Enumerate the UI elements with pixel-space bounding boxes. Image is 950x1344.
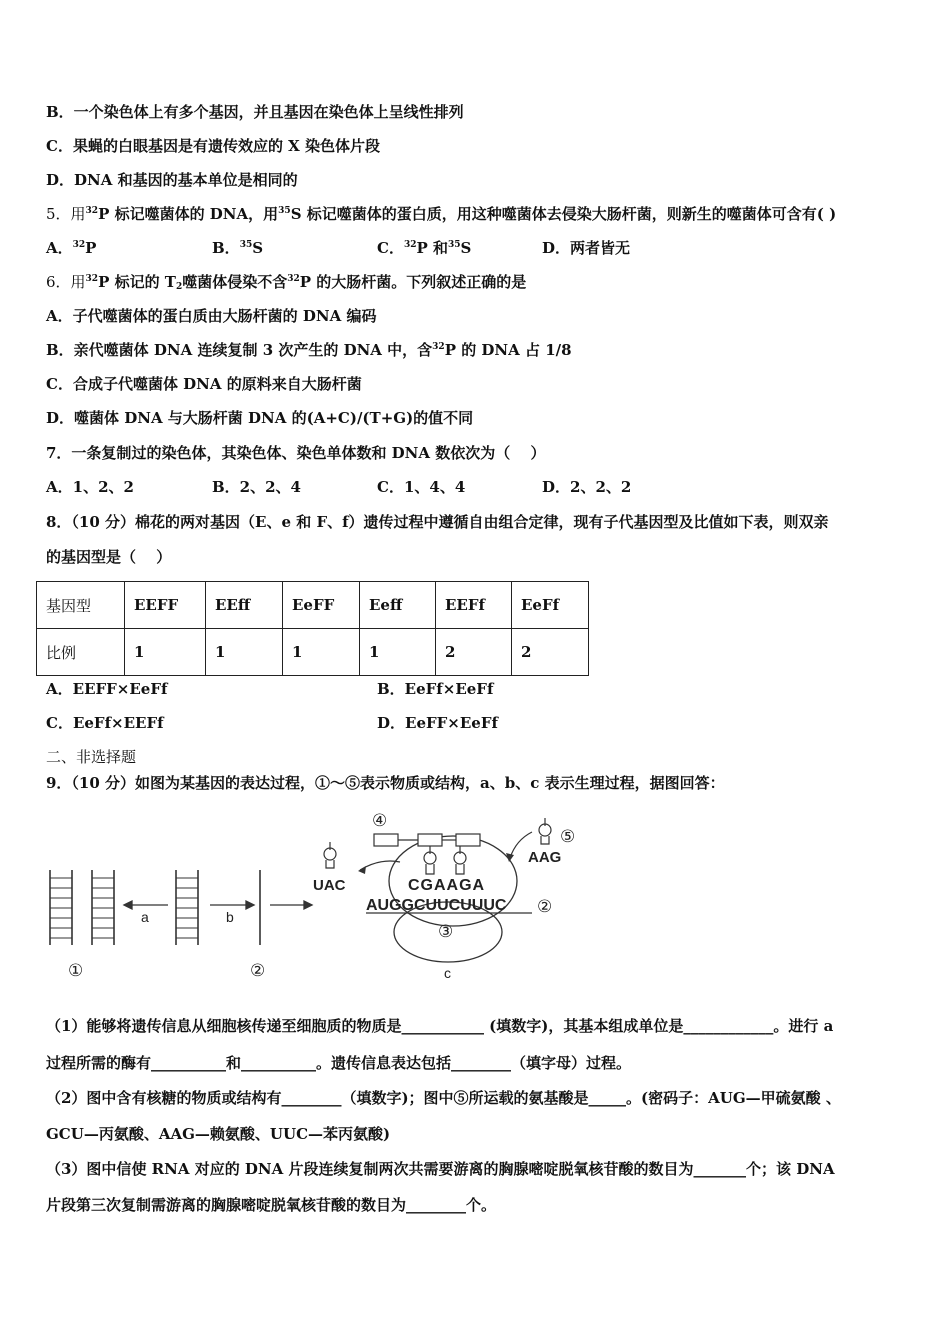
q5-option-a: A．$^{32}$P (46, 239, 97, 257)
table-cell: EEFF (125, 582, 206, 629)
dna-double-helix-icon (50, 870, 114, 945)
q7-option-b: B．2、2、4 (212, 478, 301, 496)
q9-stem: 9．（10 分）如图为某基因的表达过程，①～⑤表示物质或结构，a、b、c 表示生理过程，据图回答： (46, 774, 725, 792)
q7-stem: 7．一条复制过的染色体，其染色体、染色单体数和 DNA 数依次为（ ） (46, 444, 546, 462)
section-heading: 二、非选择题 (46, 748, 137, 766)
q5-stem: 5．用$^{32}$P 标记噬菌体的 DNA，用$^{35}$S 标记噬菌体的蛋白质，用这种噬菌体去侵染大肠杆菌，则新生的噬菌体可含有( ) (46, 205, 837, 223)
q7-option-d: D．2、2、2 (542, 478, 632, 496)
q9-part1-line1: （1）能够将遗传信息从细胞核传递至细胞质的物质是___________ (填数字)，其基本组成单位是____________。进行 a (46, 1017, 834, 1035)
q8-option-d: D．EeFF×EeFf (377, 714, 498, 732)
q4-option-d: D．DNA 和基因的基本单位是相同的 (46, 171, 298, 189)
q6-option-c: C．合成子代噬菌体 DNA 的原料来自大肠杆菌 (46, 375, 362, 393)
table-cell: EeFF (283, 582, 360, 629)
num-2-right: ② (537, 897, 553, 916)
q6-option-b: B．亲代噬菌体 DNA 连续复制 3 次产生的 DNA 中，含$^{32}$P 的 DNA 占 1/8 (46, 341, 572, 359)
table-cell: 2 (436, 629, 512, 676)
table-cell: 1 (206, 629, 283, 676)
q7-option-c: C．1、4、4 (377, 478, 466, 496)
arrow-right-icon (270, 901, 312, 909)
table-cell: EEff (206, 582, 283, 629)
q8-stem-line2: 的基因型是（ ） (46, 548, 172, 566)
q9-part3-line2: 片段第三次复制需游离的胸腺嘧啶脱氧核苷酸的数目为________个。 (46, 1196, 497, 1214)
label-c: c (444, 965, 451, 981)
arrow-a-icon (124, 901, 168, 909)
polypeptide-chain-icon (374, 834, 480, 846)
q4-option-b: B．一个染色体上有多个基因，并且基因在染色体上呈线性排列 (46, 103, 464, 121)
trna-icon (424, 846, 466, 874)
table-cell: 比例 (37, 629, 125, 676)
table-cell: 1 (283, 629, 360, 676)
q9-part2-line2: GCU—丙氨酸、AAG—赖氨酸、UUC—苯丙氨酸) (46, 1125, 391, 1143)
q8-option-a: A．EEFF×EeFf (46, 680, 168, 698)
q9-part2-line1: （2）图中含有核糖的物质或结构有________（填数字)；图中⑤所运载的氨基酸是_____。(密码子：AUG—甲硫氨酸 、 (46, 1089, 841, 1107)
q9-part3-line1: （3）图中信使 RNA 对应的 DNA 片段连续复制两次共需要游离的胸腺嘧啶脱氧核苷酸的数目为_______个；该 DNA (46, 1160, 835, 1178)
gene-expression-figure (40, 800, 600, 985)
anticodon-uac: UAC (313, 877, 346, 894)
label-a: a (141, 909, 149, 925)
q5-option-c: C．$^{32}$P 和$^{35}$S (377, 239, 472, 257)
q5-option-d: D．两者皆无 (542, 239, 631, 257)
table-cell: 基因型 (37, 582, 125, 629)
q6-option-d: D．噬菌体 DNA 与大肠杆菌 DNA 的(A+C)/(T+G)的值不同 (46, 409, 474, 427)
table-cell: 1 (360, 629, 436, 676)
q4-option-c: C．果蝇的白眼基因是有遗传效应的 X 染色体片段 (46, 137, 381, 155)
label-b: b (226, 909, 234, 925)
table-cell: EEFf (436, 582, 512, 629)
q9-part1-line2: 过程所需的酶有__________和__________。遗传信息表达包括________（填字母）过程。 (46, 1054, 632, 1072)
genotype-table (36, 581, 589, 676)
table-cell: 2 (512, 629, 589, 676)
num-4: ④ (372, 811, 388, 830)
table-cell: EeFf (512, 582, 589, 629)
num-5: ⑤ (560, 827, 576, 846)
table-cell: Eeff (360, 582, 436, 629)
dna-template-icon (176, 870, 198, 945)
mrna-sequence: AUGGCUUCUUUC (366, 897, 507, 914)
num-1: ① (68, 961, 84, 980)
anticodon-aag: AAG (528, 849, 562, 866)
q8-option-b: B．EeFf×EeFf (377, 680, 494, 698)
q8-option-c: C．EeFf×EEFf (46, 714, 164, 732)
q7-option-a: A．1、2、2 (46, 478, 134, 496)
codon-top: CGAAGA (408, 877, 486, 894)
q8-stem-line1: 8．（10 分）棉花的两对基因（E、e 和 F、f）遗传过程中遵循自由组合定律，现有子代基因型及比值如下表，则双亲 (46, 513, 829, 531)
num-3: ③ (438, 922, 454, 941)
q5-option-b: B．$^{35}$S (212, 239, 264, 257)
q6-stem: 6．用$^{32}$P 标记的 $T_2$噬菌体侵染不含$^{32}$P 的大肠杆菌。下列叙述正确的是 (46, 273, 527, 292)
table-row (37, 582, 589, 629)
table-cell: 1 (125, 629, 206, 676)
q6-option-a: A．子代噬菌体的蛋白质由大肠杆菌的 DNA 编码 (46, 307, 377, 325)
table-row (37, 629, 589, 676)
arrow-b-icon (210, 901, 254, 909)
arrow-leave-icon (358, 866, 366, 874)
num-2-left: ② (250, 961, 266, 980)
